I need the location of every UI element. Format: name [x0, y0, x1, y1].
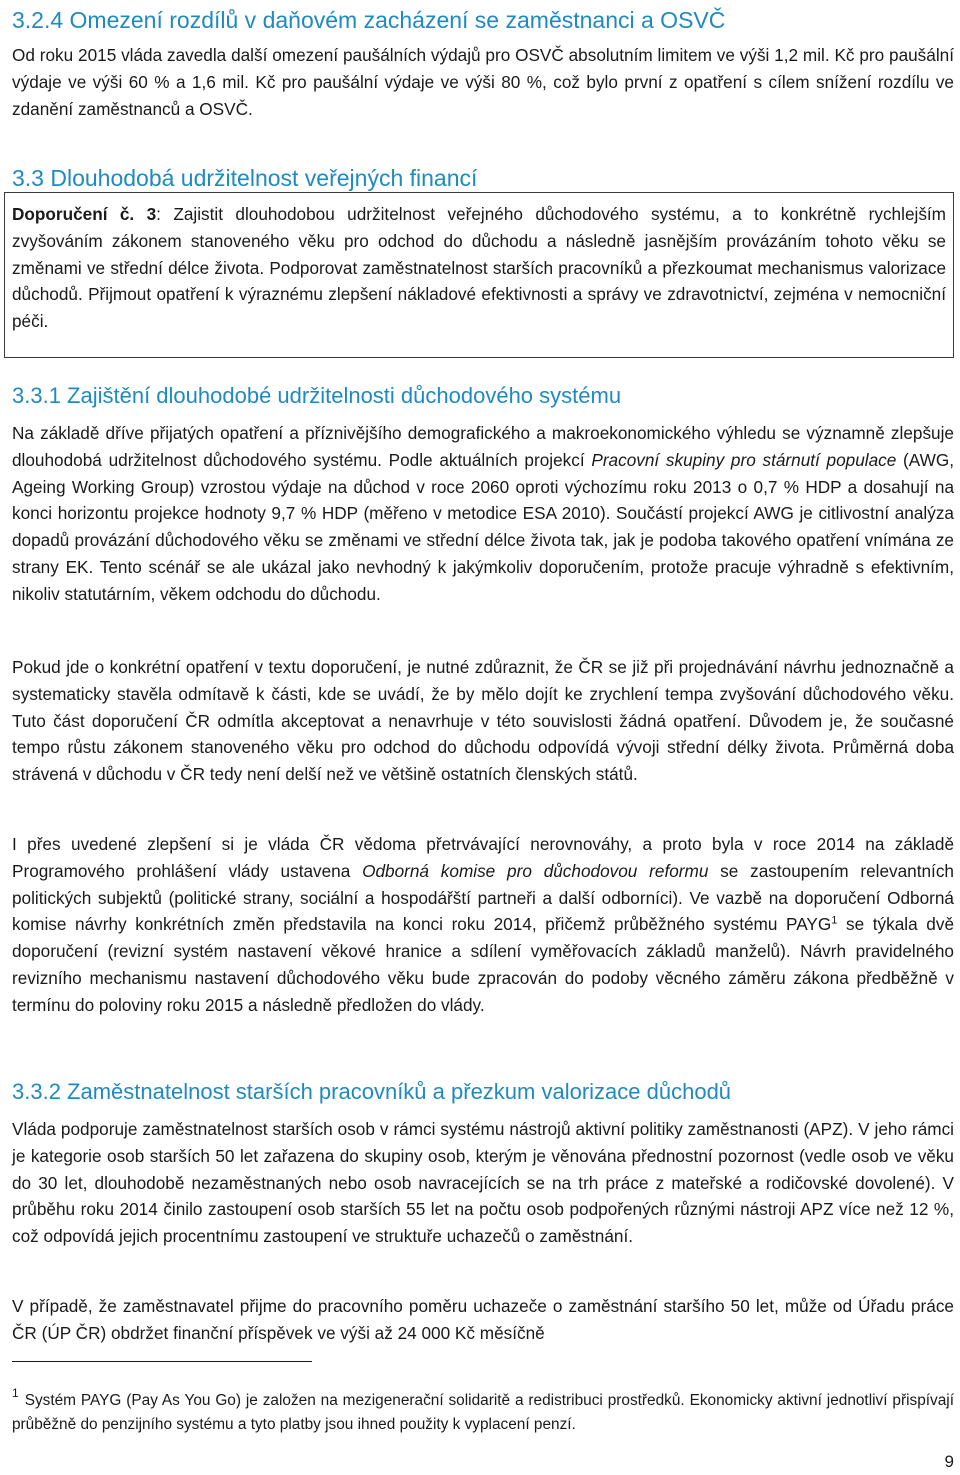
text-run: Na základě dříve přijatých opatření a příznivějšího demografického a makroekonomického výhledu se významně zlepšuje dlouhodobá udržitelnost důchodového systému. Podle aktuálních projekcí [12, 423, 954, 470]
text-run: se týkala dvě doporučení (revizní systém nastavení věkové hranice a sdílení vyměřovacích základů manželů). Návrh pravidelného revizního mechanismu nastavení důchodového věku bude zpracován do podoby věcného záměru zákona předběžně v termínu do poloviny roku 2015 a následně předložen do vlády. [12, 914, 955, 1015]
footnote-number: 1 [12, 1386, 19, 1400]
recommendation-text: : Zajistit dlouhodobou udržitelnost veřejného důchodového systému, a to konkrétně rychlejším zvyšováním zákonem stanoveného věku pro odchod do důchodu a následně jasnějším provázáním tohoto věku se změnami ve střední délce života. Podporovat zaměstnatelnost starších pracovníků a přezkoumat mechanismus valorizace důchodů. Přijmout opatření k výraznému zlepšení nákladové efektivnosti a správy ve zdravotnictví, zejména v nemocniční péči. [12, 204, 947, 332]
text-run: se zastoupením relevantních politických subjektů (politické strany, sociální a hospodářští partneři a další odborníci). Ve vazbě na doporučení Odborná komise návrhy konkrétních změn představila na konci roku 2014, přičemž průběžného systému PAYG [12, 860, 954, 935]
text-run: (AWG, Ageing Working Group) vzrostou výdaje na důchod v roce 2060 oproti výchozímu roku 2013 o 0,7 % HDP a dosahují na konci horizontu projekce hodnoty 9,7 % HDP (měřeno v metodice ESA 2010). Součástí projekcí AWG je citlivostní analýza dopadů provázání důchodového věku se změnami ve střední délce života tak, jak je podoba takového opatření vnímána ze strany EK. Tento scénář se ale ukázal jako nevhodný k jakýmkoliv doporučením, protože pracuje výhradně s efektivním, nikoliv statutárním, věkem odchodu do důchodu. [12, 449, 954, 604]
section-heading-3-3: 3.3 Dlouhodobá udržitelnost veřejných financí [12, 165, 478, 191]
paragraph-3-3-2-second: V případě, že zaměstnavatel přijme do pracovního poměru uchazeče o zaměstnání staršího 50 let, může od Úřadu práce ČR (ÚP ČR) obdržet finanční příspěvek ve výši až 24 000 Kč měsíčně [12, 1296, 954, 1343]
italic-run: Pracovní skupiny pro stárnutí populace [591, 449, 897, 470]
footnote-divider [12, 1361, 312, 1362]
footnote-reference[interactable]: 1 [831, 914, 838, 927]
recommendation-paragraph [12, 201, 946, 335]
paragraph-3-3-2-first: Vláda podporuje zaměstnatelnost starších osob v rámci systému nástrojů aktivní politiky zaměstnanosti (APZ). V jeho rámci je kategorie osob starších 50 let zařazena do skupiny osob, kterým je věnována přednostní pozornost (vedle osob ve věku do 30 let, dlouhodobě nezaměstnaných nebo osob navracejících se na trh práce z mateřské a rodičovské dovolené). V průběhu roku 2014 činilo zastoupení osob starších 55 let na počtu osob podpořených různými nástroji APZ více než 12 %, což odpovídá jejich procentnímu zastoupení ve struktuře uchazečů o zaměstnání. [12, 1119, 954, 1247]
paragraph-3-3-1-first [12, 420, 954, 608]
section-heading-3-3-1: 3.3.1 Zajištění dlouhodobé udržitelnosti důchodového systému [12, 383, 622, 408]
paragraph-3-3-1-second: Pokud jde o konkrétní opatření v textu doporučení, je nutné zdůraznit, že ČR se již při projednávání návrhu jednoznačně a systematicky stavěla odmítavě k části, kde se uvádí, že by mělo dojít ke zrychlení tempa zvyšování důchodového věku. Tuto část doporučení ČR odmítla akceptovat a nenavrhuje v této souvislosti žádná opatření. Důvodem je, že současné tempo růstu zákonem stanoveného věku pro odchod do důchodu odpovídá vývoji střední délky života. Průměrná doba strávená v důchodu v ČR tedy není delší než ve většině ostatních členských států. [12, 657, 954, 785]
paragraph-3-3-1-third [12, 831, 954, 1019]
footnote-text: Systém PAYG (Pay As You Go) je založen na mezigenerační solidaritě a redistribuci prostředků. Ekonomicky aktivní jednotliví přispívají průběžně do penzijního systému a tyto platby jsou ihned použity k vyplacení penzí. [12, 1392, 954, 1433]
section-heading-3-2-4: 3.2.4 Omezení rozdílů v daňovém zacházení se zaměstnanci a OSVČ [12, 7, 726, 33]
page-number: 9 [944, 1452, 954, 1471]
paragraph-3-2-4: Od roku 2015 vláda zavedla další omezení paušálních výdajů pro OSVČ absolutním limitem ve výši 1,2 mil. Kč pro paušální výdaje ve výši 60 % a 1,6 mil. Kč pro paušální výdaje ve výši 80 %, což bylo první z opatření s cílem snížení rozdílu ve zdanění zaměstnanců a OSVČ. [12, 45, 954, 119]
italic-run: Odborná komise pro důchodovou reformu [362, 860, 709, 881]
footnote [12, 1381, 954, 1437]
recommendation-box [4, 192, 954, 358]
section-heading-3-3-2: 3.3.2 Zaměstnatelnost starších pracovníků a přezkum valorizace důchodů [12, 1079, 732, 1104]
recommendation-label: Doporučení č. 3 [12, 204, 157, 224]
text-run: I přes uvedené zlepšení si je vláda ČR vědoma přetrvávající nerovnováhy, a proto byla v roce 2014 na základě Programového prohlášení vlády ustavena [12, 834, 954, 881]
